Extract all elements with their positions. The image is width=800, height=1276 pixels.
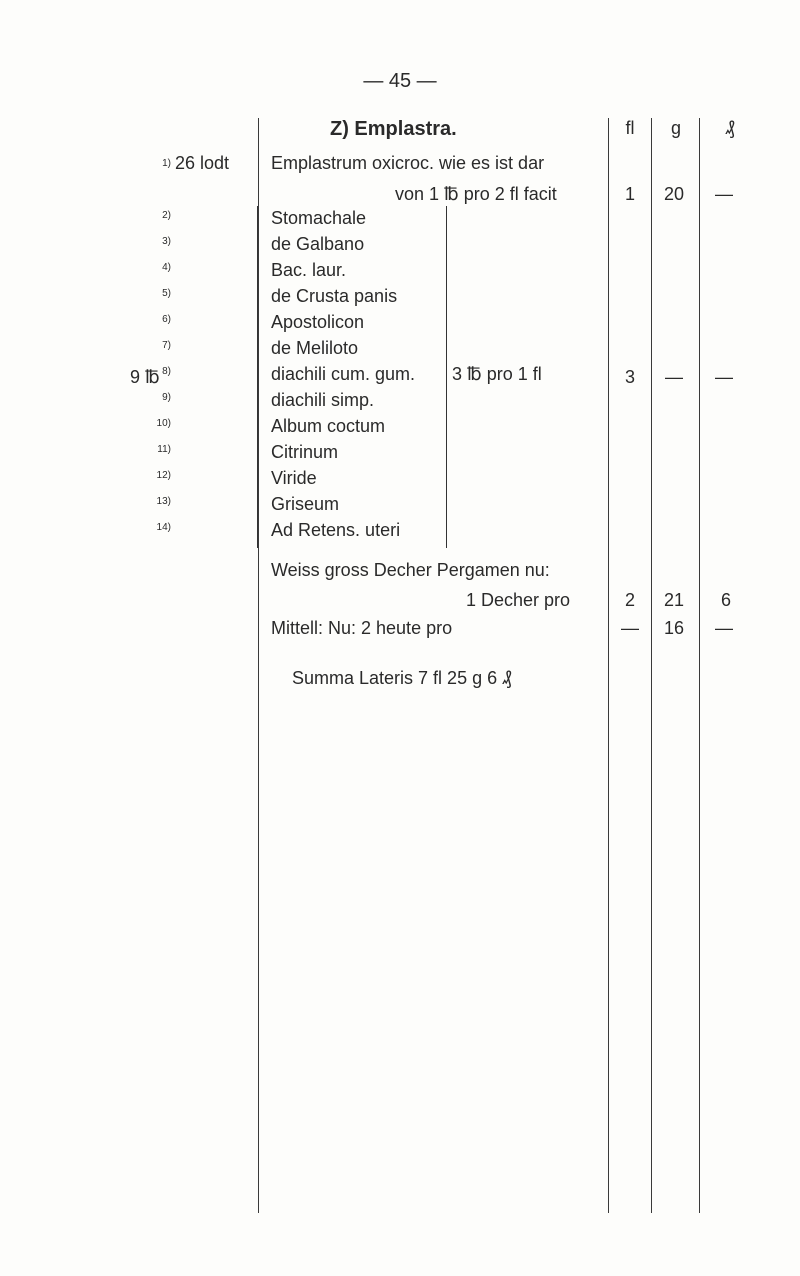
amount-fl: 1 [624, 184, 635, 204]
entry-text: 1 Decher pro [466, 590, 571, 610]
amount-g: 16 [663, 618, 685, 638]
group-item: Ad Retens. uteri [271, 520, 401, 540]
group-item: Griseum [271, 494, 340, 514]
entry-text: Emplastrum oxicroc. wie es ist dar [271, 153, 545, 173]
group-item: de Meliloto [271, 338, 359, 358]
amount-fl: 2 [624, 590, 635, 610]
rule-d-left [699, 118, 700, 1213]
footnote-mark: 2) [162, 210, 171, 221]
group-item: Citrinum [271, 442, 339, 462]
rule-g-left [651, 118, 652, 1213]
amount-fl: — [621, 618, 639, 638]
page-number: — 45 — [363, 70, 437, 92]
footnote-mark: 11) [157, 444, 171, 455]
column-header-fl: fl [625, 118, 635, 138]
group-item: Stomachale [271, 208, 367, 228]
amount-g: 21 [663, 590, 685, 610]
amount-g: — [665, 367, 683, 387]
footnote-mark: 14) [156, 522, 171, 533]
amount-d: — [715, 367, 733, 387]
group-item: de Crusta panis [271, 286, 398, 306]
footnote-mark: 4) [162, 262, 171, 273]
note-lodt: 26 lodt [175, 153, 230, 173]
footnote-mark: 6) [162, 314, 171, 325]
column-header-d: ₰ [725, 118, 735, 138]
group-item: Bac. laur. [271, 260, 347, 280]
section-title: Z) Emplastra. [330, 118, 457, 140]
group-item: diachili simp. [271, 390, 375, 410]
footnote-mark: 10) [156, 418, 171, 429]
footnote-mark: 12) [156, 470, 171, 481]
group-price: 3 ℔ pro 1 fl [452, 364, 542, 384]
page-total: Summa Lateris 7 fl 25 g 6 ₰ [292, 668, 512, 688]
footnote-mark: 1) [162, 158, 171, 169]
amount-d: — [715, 184, 733, 204]
group-item: Apostolicon [271, 312, 365, 332]
note-pfund: 9 ℔ [130, 367, 160, 387]
amount-fl: 3 [624, 367, 635, 387]
group-item: Viride [271, 468, 317, 488]
footnote-mark: 7) [162, 340, 171, 351]
footnote-mark: 8) [162, 366, 171, 377]
entry-text: Weiss gross Decher Pergamen nu: [271, 560, 550, 580]
footnote-mark: 9) [162, 392, 171, 403]
amount-d: — [715, 618, 733, 638]
amount-g: 20 [663, 184, 685, 204]
group-item: de Galbano [271, 234, 365, 254]
footnote-mark: 3) [162, 236, 171, 247]
footnote-mark: 13) [156, 496, 171, 507]
group-item: Album coctum [271, 416, 386, 436]
entry-text: von 1 ℔ pro 2 fl facit [395, 184, 557, 204]
group-item: diachili cum. gum. [271, 364, 416, 384]
amount-d: 6 [720, 590, 731, 610]
column-header-g: g [670, 118, 681, 138]
footnote-mark: 5) [162, 288, 171, 299]
brace-left [257, 206, 266, 548]
entry-text: Mittell: Nu: 2 heute pro [271, 618, 453, 638]
brace-right [440, 206, 447, 548]
rule-fl-left [608, 118, 609, 1213]
